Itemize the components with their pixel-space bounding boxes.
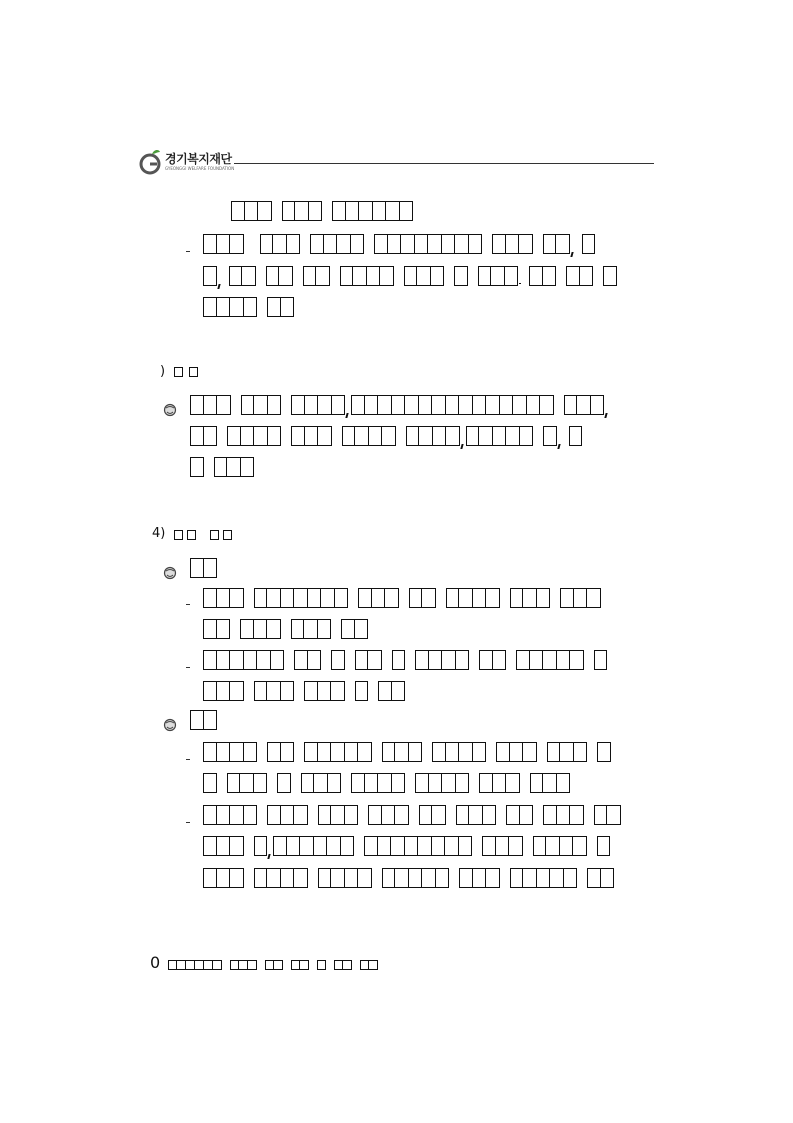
text-line bbox=[203, 773, 570, 793]
dash-bullet bbox=[186, 667, 190, 668]
text-line bbox=[190, 426, 582, 446]
text-line bbox=[203, 805, 621, 825]
section-heading bbox=[174, 367, 198, 377]
dash-bullet bbox=[186, 759, 190, 760]
subheading bbox=[190, 558, 217, 578]
globe-bullet-icon bbox=[163, 718, 177, 732]
text-line bbox=[203, 234, 595, 254]
foundation-logo bbox=[138, 148, 238, 176]
logo-mark-icon bbox=[138, 148, 162, 176]
dash-bullet bbox=[186, 822, 190, 823]
text-line bbox=[203, 868, 614, 888]
text-line bbox=[231, 201, 413, 221]
text-line bbox=[190, 457, 254, 477]
header-rule bbox=[234, 163, 654, 164]
text-line bbox=[203, 650, 607, 670]
section-label: ) bbox=[160, 364, 166, 379]
globe-bullet-icon bbox=[163, 403, 177, 417]
logo-title: 경기복지재단 bbox=[165, 152, 232, 166]
text-line bbox=[203, 681, 405, 701]
text-line bbox=[203, 297, 294, 317]
dash-bullet bbox=[186, 251, 190, 252]
subheading bbox=[190, 710, 217, 730]
text-line bbox=[203, 588, 601, 608]
text-line bbox=[190, 395, 610, 415]
section-label: 4) bbox=[152, 526, 166, 541]
dash-bullet bbox=[186, 604, 190, 605]
footer-title bbox=[168, 960, 378, 970]
text-line bbox=[203, 836, 610, 856]
text-line bbox=[203, 266, 617, 286]
text-line bbox=[203, 742, 611, 762]
globe-bullet-icon bbox=[163, 566, 177, 580]
section-heading bbox=[174, 530, 232, 540]
page-number: 0 bbox=[150, 953, 161, 972]
text-line bbox=[203, 619, 368, 639]
logo-subtitle: GYEONGGI WELFARE FOUNDATION bbox=[165, 166, 235, 171]
